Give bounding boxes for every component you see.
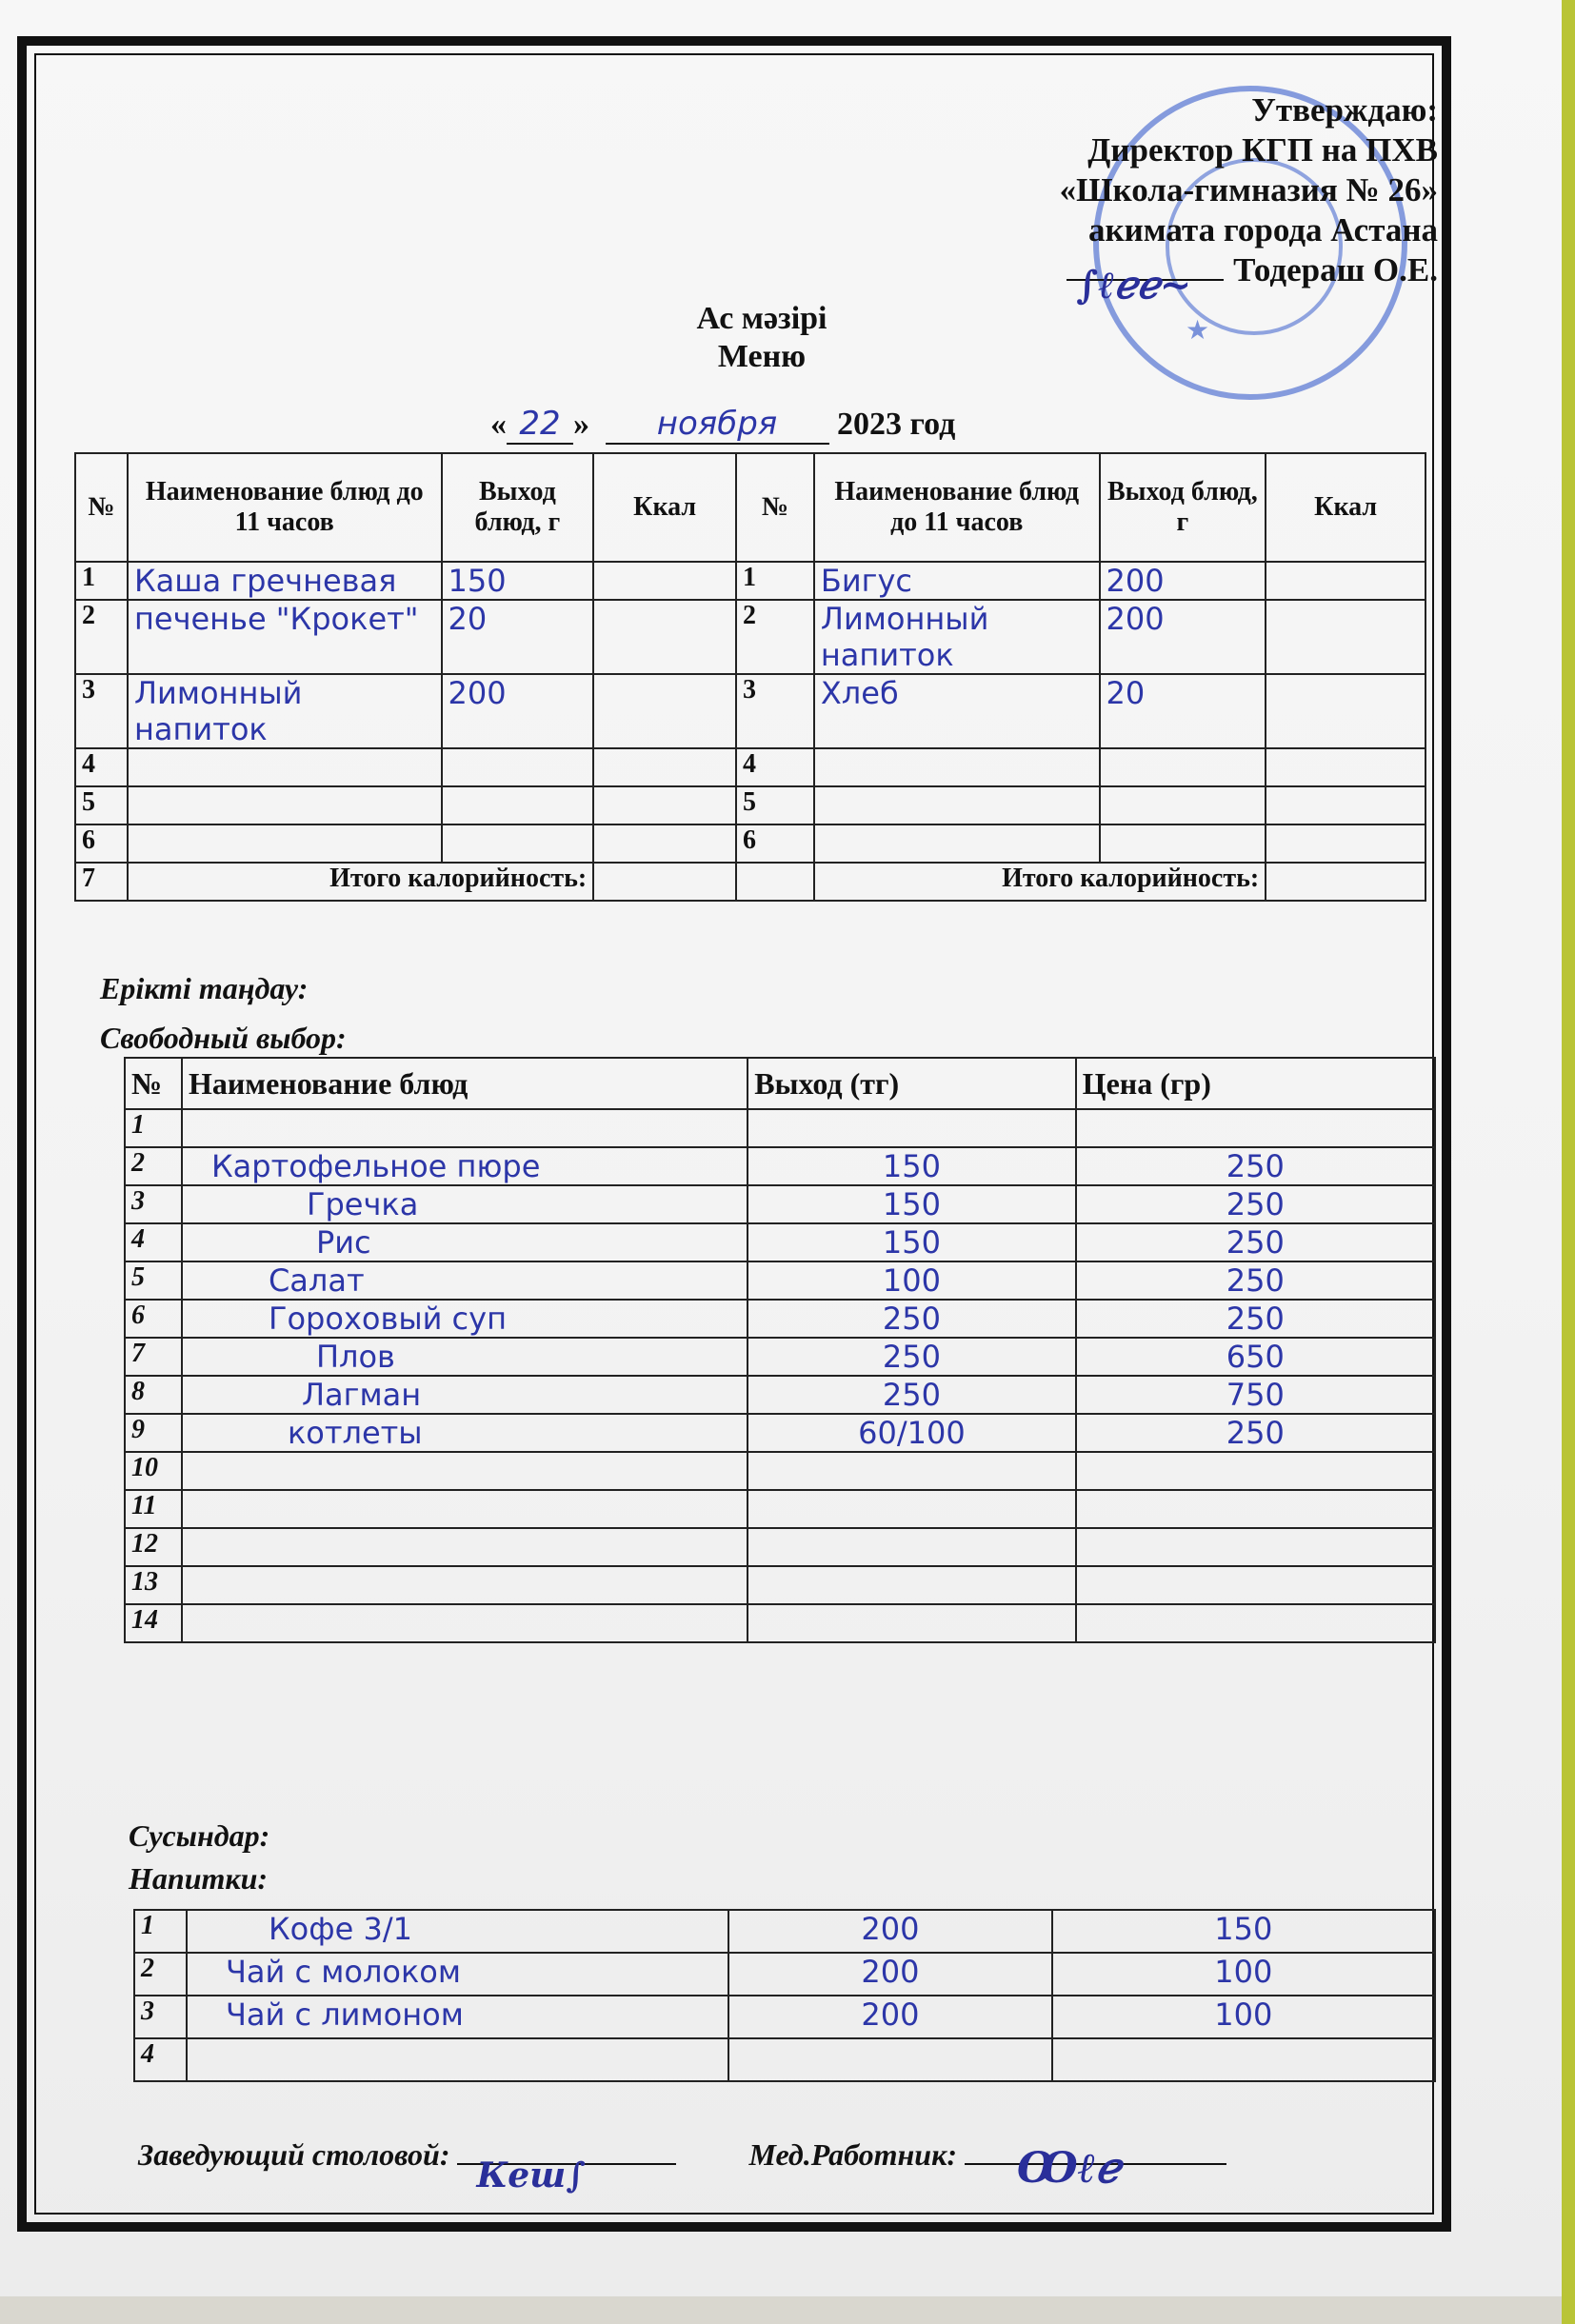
- table-cell: [1100, 824, 1266, 863]
- table-cell: [593, 863, 736, 901]
- approval-line-4: акимата города Астана: [1087, 211, 1438, 248]
- table-cell: [1076, 1261, 1435, 1300]
- table-cell: 8: [125, 1376, 182, 1414]
- table-row: [125, 1490, 1435, 1528]
- table-cell: [182, 1566, 748, 1604]
- handwritten-entry: Гороховый суп: [268, 1301, 507, 1337]
- approval-line-1: Утверждаю:: [1251, 91, 1438, 129]
- table-cell: [128, 674, 442, 748]
- table-cell: 12: [125, 1528, 182, 1566]
- handwritten-entry: Лимонный напиток: [133, 675, 303, 747]
- table-cell: [128, 748, 442, 786]
- canteen-head-signature: Кеш∫: [476, 2155, 587, 2195]
- table-cell: [187, 2038, 728, 2081]
- handwritten-entry: Кофе 3/1: [268, 1911, 412, 1947]
- handwritten-entry: 100: [882, 1262, 941, 1299]
- table-cell: [182, 1490, 748, 1528]
- table-cell: [1076, 1566, 1435, 1604]
- canteen-head-label: Заведующий столовой:: [138, 2137, 450, 2172]
- table-row: [125, 1566, 1435, 1604]
- table-cell: 7: [75, 863, 128, 901]
- table-cell: 13: [125, 1566, 182, 1604]
- table-cell: [1100, 674, 1266, 748]
- signature-footer: [138, 2137, 1226, 2195]
- table-cell: 5: [75, 786, 128, 824]
- table-cell: [1266, 562, 1425, 600]
- table-cell: [182, 1185, 748, 1223]
- handwritten-entry: 750: [1226, 1377, 1285, 1413]
- table-row: [75, 600, 1425, 674]
- table-cell: [1052, 2038, 1435, 2081]
- handwritten-entry: Картофельное пюре: [210, 1148, 541, 1184]
- handwritten-entry: 200: [448, 675, 507, 711]
- table-cell: 3: [134, 1996, 187, 2038]
- table-row: [125, 1147, 1435, 1185]
- handwritten-entry: 250: [1226, 1186, 1285, 1222]
- table-cell: 6: [75, 824, 128, 863]
- handwritten-entry: 150: [882, 1148, 941, 1184]
- table-cell: [182, 1300, 748, 1338]
- handwritten-entry: 20: [448, 601, 488, 637]
- table-cell: [748, 1566, 1075, 1604]
- table-cell: [728, 2038, 1051, 2081]
- table-cell: 2: [736, 600, 814, 674]
- table-cell: [736, 863, 814, 901]
- handwritten-entry: 20: [1106, 675, 1146, 711]
- handwritten-entry: 250: [1226, 1262, 1285, 1299]
- drinks-label-ru: Напитки:: [129, 1861, 269, 1896]
- table-row: [75, 824, 1425, 863]
- handwritten-entry: 200: [861, 1954, 920, 1990]
- title-kz: Ас мәзірі: [696, 301, 827, 336]
- director-signature: ∫ℓℯℯ~: [1076, 263, 1192, 308]
- handwritten-entry: Чай с молоком: [225, 1954, 462, 1990]
- table-row: [125, 1185, 1435, 1223]
- handwritten-entry: печенье "Крокет": [133, 601, 419, 637]
- handwritten-entry: 150: [882, 1224, 941, 1261]
- table-cell: [442, 786, 594, 824]
- total-kcal-label-left: Итого калорийность:: [128, 863, 593, 901]
- table-cell: [187, 1953, 728, 1996]
- table-cell: [1052, 1910, 1435, 1953]
- table-cell: [814, 748, 1100, 786]
- table-cell: [814, 786, 1100, 824]
- table-cell: [748, 1147, 1075, 1185]
- table-cell: 4: [736, 748, 814, 786]
- table-cell: [1266, 786, 1425, 824]
- table-cell: [128, 600, 442, 674]
- table-cell: [728, 1996, 1051, 2038]
- handwritten-entry: 200: [861, 1996, 920, 2033]
- handwritten-entry: 100: [1214, 1954, 1273, 1990]
- handwritten-entry: Лагман: [301, 1377, 422, 1413]
- table-cell: [1100, 562, 1266, 600]
- handwritten-entry: 150: [448, 563, 507, 599]
- table-cell: [128, 562, 442, 600]
- handwritten-entry: 650: [1226, 1339, 1285, 1375]
- table-cell: [1076, 1147, 1435, 1185]
- table-cell: 2: [75, 600, 128, 674]
- table-cell: [1100, 600, 1266, 674]
- canteen-head-signature-line: [457, 2155, 676, 2195]
- table-cell: [128, 786, 442, 824]
- handwritten-entry: Рис: [315, 1224, 371, 1261]
- table-cell: 3: [75, 674, 128, 748]
- handwritten-entry: 200: [861, 1911, 920, 1947]
- free-choice-table: [124, 1057, 1436, 1643]
- col-kcal: Ккал: [593, 453, 736, 562]
- table-row: [75, 562, 1425, 600]
- col-output: Выход блюд, г: [442, 453, 594, 562]
- table-cell: [1076, 1490, 1435, 1528]
- table-cell: [593, 600, 736, 674]
- table-cell: [442, 600, 594, 674]
- table-cell: [728, 1953, 1051, 1996]
- approval-block: [1059, 90, 1438, 308]
- handwritten-entry: 250: [882, 1377, 941, 1413]
- table-row: [125, 1223, 1435, 1261]
- table-row: [125, 1109, 1435, 1147]
- table-cell: 1: [75, 562, 128, 600]
- table-cell: [442, 674, 594, 748]
- table-cell: [182, 1261, 748, 1300]
- table-cell: [1100, 786, 1266, 824]
- table-cell: [128, 824, 442, 863]
- handwritten-entry: Лимонный напиток: [820, 601, 989, 673]
- drinks-table: [133, 1909, 1436, 2082]
- table-row: [75, 748, 1425, 786]
- table-cell: [814, 562, 1100, 600]
- col-kcal-2: Ккал: [1266, 453, 1425, 562]
- handwritten-entry: 60/100: [858, 1415, 966, 1451]
- handwritten-entry: 250: [882, 1301, 941, 1337]
- handwritten-entry: Хлеб: [820, 675, 899, 711]
- table-row: [134, 1953, 1435, 1996]
- table-row: [75, 786, 1425, 824]
- handwritten-entry: 250: [1226, 1148, 1285, 1184]
- table-cell: [1052, 1953, 1435, 1996]
- col-name: Наименование блюд до 11 часов: [128, 453, 442, 562]
- table-cell: [182, 1414, 748, 1452]
- table-cell: [1076, 1338, 1435, 1376]
- table-cell: [1052, 1996, 1435, 2038]
- table-cell: [748, 1261, 1075, 1300]
- med-worker-signature-line: [965, 2144, 1226, 2193]
- table-row: [125, 1261, 1435, 1300]
- handwritten-entry: 150: [882, 1186, 941, 1222]
- title-ru: Меню: [717, 339, 807, 374]
- handwritten-entry: Чай с лимоном: [225, 1996, 464, 2033]
- table-row: [125, 1414, 1435, 1452]
- col-output-2: Выход блюд, г: [1100, 453, 1266, 562]
- handwritten-entry: Гречка: [306, 1186, 419, 1222]
- table-cell: [442, 824, 594, 863]
- table-cell: [182, 1376, 748, 1414]
- table-row: [125, 1528, 1435, 1566]
- table-cell: [748, 1414, 1075, 1452]
- table-cell: [1076, 1604, 1435, 1642]
- table-row: [134, 1910, 1435, 1953]
- table-cell: [182, 1223, 748, 1261]
- table-cell: [748, 1338, 1075, 1376]
- handwritten-entry: 150: [1214, 1911, 1273, 1947]
- table-cell: [728, 1910, 1051, 1953]
- table-cell: [593, 748, 736, 786]
- date-quote-close: »: [573, 407, 589, 442]
- table-cell: 2: [125, 1147, 182, 1185]
- handwritten-entry: 100: [1214, 1996, 1273, 2033]
- table-cell: [1076, 1414, 1435, 1452]
- approval-line-2: Директор КГП на ПХВ: [1087, 131, 1438, 169]
- table-cell: 2: [134, 1953, 187, 1996]
- table-cell: [1076, 1376, 1435, 1414]
- table-row: [134, 1996, 1435, 2038]
- table-cell: [1266, 748, 1425, 786]
- table-row: [125, 1338, 1435, 1376]
- col-name-2: Наименование блюд до 11 часов: [814, 453, 1100, 562]
- director-name: Тодераш О.Е.: [1233, 251, 1438, 288]
- director-signature-line: [1067, 263, 1224, 308]
- table-row: [125, 1300, 1435, 1338]
- table-cell: 7: [125, 1338, 182, 1376]
- table-cell: [748, 1300, 1075, 1338]
- total-row: [75, 863, 1425, 901]
- table-cell: [814, 600, 1100, 674]
- table-row: [125, 1452, 1435, 1490]
- table-cell: [1266, 824, 1425, 863]
- table-cell: [748, 1185, 1075, 1223]
- table-header-row: № Наименование блюд Выход (тг) Цена (гр): [125, 1058, 1435, 1109]
- table-cell: 6: [736, 824, 814, 863]
- table-cell: [182, 1147, 748, 1185]
- table-row: [75, 674, 1425, 748]
- table-cell: [814, 824, 1100, 863]
- table-cell: [593, 824, 736, 863]
- table-cell: 4: [75, 748, 128, 786]
- table-cell: [182, 1528, 748, 1566]
- table-cell: 10: [125, 1452, 182, 1490]
- table-cell: [182, 1452, 748, 1490]
- table-header-row: [75, 453, 1425, 562]
- handwritten-entry: 250: [882, 1339, 941, 1375]
- table-cell: 6: [125, 1300, 182, 1338]
- table-cell: [593, 786, 736, 824]
- handwritten-entry: 250: [1226, 1301, 1285, 1337]
- breakfast-lunch-table: [74, 452, 1426, 902]
- table-cell: 11: [125, 1490, 182, 1528]
- med-worker-label: Мед.Работник:: [748, 2137, 957, 2172]
- table-cell: [442, 562, 594, 600]
- table-cell: 3: [125, 1185, 182, 1223]
- table-cell: 4: [134, 2038, 187, 2081]
- table-cell: [1076, 1300, 1435, 1338]
- table-cell: [593, 562, 736, 600]
- date-month: ноября: [656, 405, 778, 443]
- table-cell: [182, 1604, 748, 1642]
- table-cell: 14: [125, 1604, 182, 1642]
- table-cell: [1076, 1185, 1435, 1223]
- table-row: [125, 1604, 1435, 1642]
- table-cell: [748, 1604, 1075, 1642]
- table-cell: 9: [125, 1414, 182, 1452]
- table-cell: [442, 748, 594, 786]
- table-cell: [1266, 863, 1425, 901]
- table-cell: 3: [736, 674, 814, 748]
- handwritten-entry: 250: [1226, 1224, 1285, 1261]
- table-cell: [748, 1223, 1075, 1261]
- table-cell: 5: [736, 786, 814, 824]
- table-cell: [1266, 674, 1425, 748]
- col-num: №: [75, 453, 128, 562]
- desk-edge: [1562, 0, 1575, 2324]
- table-cell: 1: [736, 562, 814, 600]
- table-row: [134, 2038, 1435, 2081]
- handwritten-entry: котлеты: [287, 1415, 423, 1451]
- date-quote-open: «: [490, 407, 507, 442]
- table-cell: [748, 1490, 1075, 1528]
- table-cell: [1076, 1109, 1435, 1147]
- med-worker-signature: Ꝏℓℯ: [1016, 2144, 1121, 2193]
- table-cell: [182, 1109, 748, 1147]
- table-row: [125, 1376, 1435, 1414]
- table-cell: [187, 1910, 728, 1953]
- table-cell: 5: [125, 1261, 182, 1300]
- table-cell: [748, 1528, 1075, 1566]
- table-cell: [182, 1338, 748, 1376]
- handwritten-entry: 200: [1106, 601, 1165, 637]
- table-cell: [593, 674, 736, 748]
- table-cell: [814, 674, 1100, 748]
- page-title: [571, 300, 952, 376]
- handwritten-entry: Плов: [315, 1339, 395, 1375]
- col-num-2: №: [736, 453, 814, 562]
- date-year: 2023 год: [837, 407, 956, 442]
- table-cell: [1076, 1528, 1435, 1566]
- handwritten-entry: Салат: [268, 1262, 365, 1299]
- approval-line-3: «Школа-гимназия № 26»: [1059, 171, 1438, 209]
- table-cell: 4: [125, 1223, 182, 1261]
- table-cell: [187, 1996, 728, 2038]
- table-cell: [1266, 600, 1425, 674]
- date-day: 22: [519, 405, 561, 443]
- table-cell: [1076, 1223, 1435, 1261]
- date-line: [490, 405, 955, 445]
- table-cell: [748, 1109, 1075, 1147]
- drinks-label-kz: Сусындар:: [129, 1818, 270, 1853]
- stamp-star-icon: ★: [1186, 316, 1210, 346]
- table-cell: 1: [125, 1109, 182, 1147]
- handwritten-entry: 250: [1226, 1415, 1285, 1451]
- table-cell: [748, 1376, 1075, 1414]
- free-choice-label-ru: Свободный выбор:: [100, 1021, 347, 1055]
- table-cell: [748, 1452, 1075, 1490]
- table-cell: [1076, 1452, 1435, 1490]
- total-kcal-label-right: Итого калорийность:: [814, 863, 1266, 901]
- table-cell: [1100, 748, 1266, 786]
- table-cell: 1: [134, 1910, 187, 1953]
- handwritten-entry: 200: [1106, 563, 1165, 599]
- handwritten-entry: Бигус: [820, 563, 912, 599]
- handwritten-entry: Каша гречневая: [133, 563, 397, 599]
- free-choice-label-kz: Ерікті таңдау:: [100, 971, 309, 1005]
